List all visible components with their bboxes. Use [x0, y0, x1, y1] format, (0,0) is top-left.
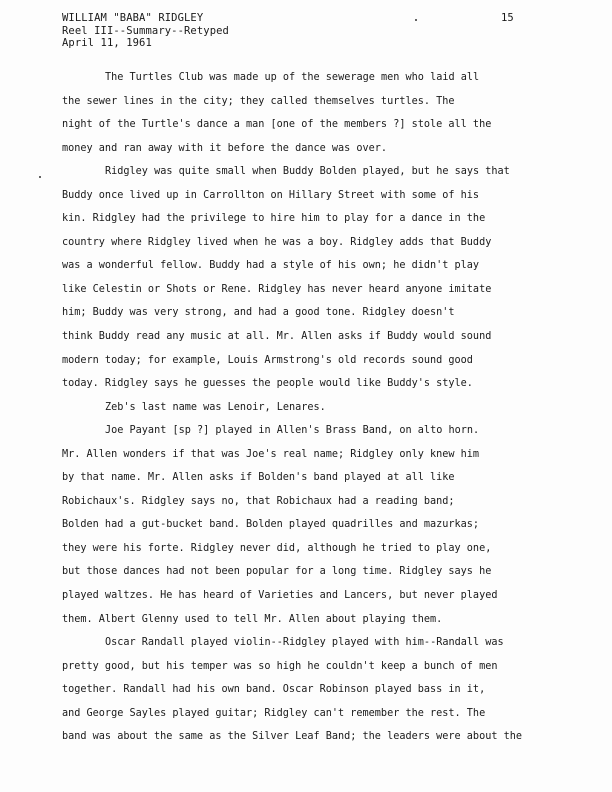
- text-line: and George Sayles played guitar; Ridgley can't remember the rest. The: [62, 707, 486, 719]
- text-line: but those dances had not been popular for a long time. Ridgley says he: [62, 566, 492, 578]
- text-line: band was about the same as the Silver Leaf Band; the leaders were about the: [62, 731, 523, 743]
- text-line: they were his forte. Ridgley never did, although he tried to play one,: [62, 542, 492, 554]
- reel-info: Reel III--Summary--Retyped: [62, 24, 229, 37]
- stray-mark: [39, 176, 41, 178]
- text-line: night of the Turtle's dance a man [one of the members ?] stole all the: [62, 119, 492, 131]
- text-line: modern today; for example, Louis Armstrong's old records sound good: [62, 354, 473, 366]
- text-line: Robichaux's. Ridgley says no, that Robichaux had a reading band;: [62, 495, 455, 507]
- text-line: The Turtles Club was made up of the sewerage men who laid all: [105, 72, 480, 83]
- text-line: was a wonderful fellow. Buddy had a style of his own; he didn't play: [62, 260, 480, 272]
- text-line: Zeb's last name was Lenoir, Lenares.: [105, 401, 326, 413]
- text-line: pretty good, but his temper was so high he couldn't keep a bunch of men: [62, 660, 498, 672]
- text-line: him; Buddy was very strong, and had a good tone. Ridgley doesn't: [62, 307, 455, 319]
- page-number: 15: [501, 12, 514, 24]
- text-line: country where Ridgley lived when he was a boy. Ridgley adds that Buddy: [62, 236, 492, 248]
- text-line: Ridgley was quite small when Buddy Bolden played, but he says that: [105, 166, 510, 178]
- text-line: think Buddy read any music at all. Mr. Allen asks if Buddy would sound: [62, 331, 492, 343]
- text-line: by that name. Mr. Allen asks if Bolden's band played at all like: [62, 472, 455, 484]
- text-line: today. Ridgley says he guesses the people would like Buddy's style.: [62, 378, 473, 390]
- text-line: Buddy once lived up in Carrollton on Hillary Street with some of his: [62, 189, 480, 201]
- text-line: money and ran away with it before the dance was over.: [62, 142, 388, 154]
- text-line: Oscar Randall played violin--Ridgley played with him--Randall was: [105, 637, 504, 649]
- text-line: them. Albert Glenny used to tell Mr. Allen about playing them.: [62, 613, 443, 625]
- text-line: Mr. Allen wonders if that was Joe's real name; Ridgley only knew him: [62, 448, 480, 460]
- text-line: like Celestin or Shots or Rene. Ridgley has never heard anyone imitate: [62, 283, 492, 295]
- text-line: the sewer lines in the city; they called themselves turtles. The: [62, 95, 455, 107]
- text-line: Bolden had a gut-bucket band. Bolden played quadrilles and mazurkas;: [62, 519, 480, 531]
- interviewee-name: WILLIAM "BABA" RIDGLEY: [62, 12, 204, 24]
- interview-date: April 11, 1961: [62, 37, 152, 49]
- text-line: Joe Payant [sp ?] played in Allen's Brass Band, on alto horn.: [105, 425, 480, 437]
- body-text: [62, 66, 572, 749]
- text-line: together. Randall had his own band. Oscar Robinson played bass in it,: [62, 684, 486, 696]
- text-line: kin. Ridgley had the privilege to hire him to play for a dance in the: [62, 213, 486, 225]
- stray-mark: [415, 19, 417, 21]
- document-header: [62, 12, 229, 50]
- text-line: played waltzes. He has heard of Varieties and Lancers, but never played: [62, 590, 498, 602]
